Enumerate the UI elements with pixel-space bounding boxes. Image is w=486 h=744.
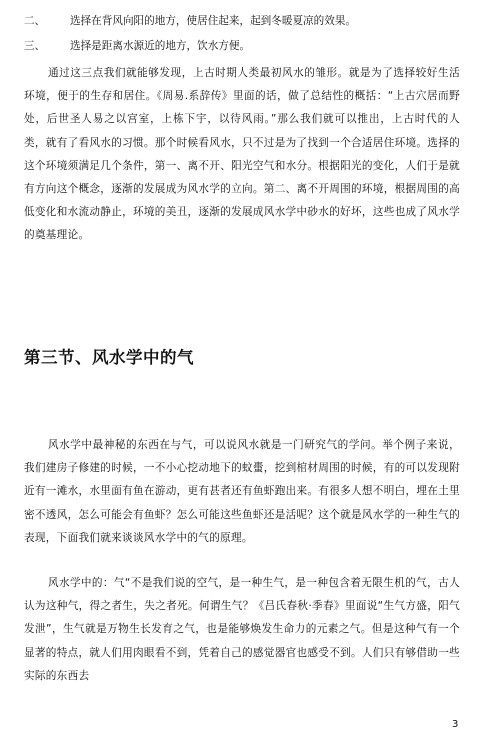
paragraph-3: 风水学中的：气“不是我们说的空气，是一种生气，是一种包含着无限生机的气，古人认为这种气，得之者生，失之者死。何谓生气？《吕氏春秋·季春》里面说“生气方盛，阳气发泄”，生气就是万物生长发育之气，也是能够焕发生命力的元素之气。但是这种气有一个显著的特点，就人们用肉眼看不到，凭着自己的感觉器官也感受不到。人们只有够借助一些实际的东西去 — [24, 577, 460, 682]
list-number: 三、 — [24, 40, 46, 52]
paragraph-1: 通过这三点我们就能够发现，上古时期人类最初风水的雏形。就是为了选择较好生活环境，便于的生存和居住。《周易.系辞传》里面的话，做了总结性的概括：“上古穴居而野处，后世圣人易之以宫室，上栋下宇，以待风雨。”那么我们就可以推出，上古时代的人类，就有了看风水的习惯。那个时候看风水，只不过是为了找到一个合适居住环境。选择的这个环境须满足几个条件，第一、离不开、阳光空气和水分。根据阳光的变化，人们于是就有方向这个概念，逐渐的发展成为风水学的立向。第二、离不开周围的环境，根据周围的高低变化和水流动静止，环境的美丑，逐渐的发展成风水学中砂水的好坏，这些也成了风水学的奠基理论。 — [24, 67, 460, 242]
paragraph-2: 风水学中最神秘的东西在与气，可以说风水就是一门研究气的学问。举个例子来说，我们建房子修建的时候，一不小心挖动地下的蚊蟗，挖到棺材周围的时候，有的可以发现附近有一滩水，水里面有鱼在游动，更有甚者还有鱼虾跑出来。有很多人想不明白，埋在土里密不透风，怎么可能会有鱼虾？怎么可能这些鱼虾还是活呢？这个就是风水学的一种生气的表现，下面我们就来谈谈风水学中的气的原理。 — [24, 439, 460, 544]
list-item-3 — [24, 38, 464, 54]
list-text: 选择是距离水源近的地方，饮水方便。 — [70, 40, 251, 52]
list-item-2 — [24, 13, 464, 29]
page-number: 3 — [452, 719, 459, 730]
list-number: 二、 — [24, 15, 46, 27]
section-heading: 第三节、风水学中的气 — [24, 348, 194, 367]
list-text: 选择在背风向阳的地方，使居住起来，起到冬暖夏凉的效果。 — [70, 15, 357, 27]
